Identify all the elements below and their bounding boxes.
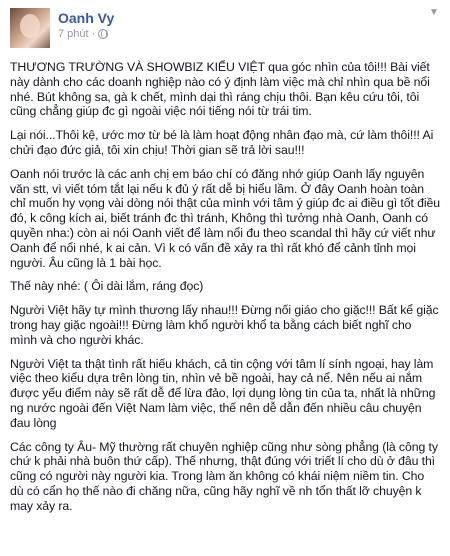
post-paragraph: Lại nói...Thôi kệ, ước mơ từ bé là làm hoạt động nhân đạo mà, cứ làm thôi!!! Ai chửi đạo đức giả, tôi xin chịu! Thời gian sẽ trả lời sau!!! bbox=[10, 128, 434, 157]
post-body bbox=[10, 60, 440, 514]
post-meta bbox=[58, 10, 114, 42]
post-time-row bbox=[58, 26, 114, 42]
post-paragraph: Các công ty Âu- Mỹ thường rất chuyên nghiệp cũng như sòng phẳng (là công ty chứ k phải nhà buôn thứ cấp). Thế nhưng, thật đúng với triết lí cho dù ở đâu thì cũng có người này người kia. Trong làm ăn không có khái niệm niềm tin. Cho dù có cẩn họ thế nào đi chăng nữa, cũng hãy nghĩ về nh tổn thất lỡ chuyện k may xảy ra. bbox=[10, 439, 438, 513]
post-time[interactable]: 7 phút · bbox=[58, 28, 96, 40]
post-header bbox=[10, 8, 440, 46]
post-paragraph: THƯƠNG TRƯỜNG VÀ SHOWBIZ KIỂU VIỆT qua góc nhìn của tôi!!! Bài viết này dành cho các doanh nghiệp nào có ý định làm việc mà chỉ nhìn qua bề nổi nhé. Bút không sa, gà k chết, mình dại thì ráng chịu thôi. Bạn kêu cứu tôi, tôi cũng chẳng giúp đc gì ngoài việc nói tiếng nói từ trái tim. bbox=[10, 60, 430, 119]
post-paragraph: Người Việt hãy tự mình thương lấy nhau!!! Đừng nối giáo cho giặc!!! Bất kể giặc trong hay giặc ngoài!!! Đừng làm khổ người khổ ta bằng cách biết nghĩ cho mình và cho người khác. bbox=[10, 303, 439, 347]
post-paragraph: Người Việt ta thật tình rất hiếu khách, cả tin cộng với tâm lí sính ngoại, hay làm việc theo kiểu dựa trên lòng tin, nhìn vẻ bề ngoài, hay cả nể. Nên nếu ai nắm được yếu điểm này sẽ rất dễ để lừa đảo, lợi dụng lòng tin của ta, nhất là những ng nước ngoài đến Việt Nam làm việc, thế nên dễ dẫn đến nhiều câu chuyện đau lòng bbox=[10, 356, 436, 430]
post-paragraph: Thế này nhé: ( Ôi dài lắm, ráng đọc) bbox=[10, 279, 204, 294]
globe-icon[interactable] bbox=[98, 29, 108, 39]
post-paragraph: Oanh nói trước là các anh chị em báo chí có đăng nhớ giúp Oanh lấy nguyên văn stt, vì viết tóm tắt lại nếu k đủ ý rất dễ bị hiểu lầm. Ở đây Oanh hoàn toàn chỉ muốn hy vọng vài dòng nói thật của mình với tâm ý giúp đc ai điều gì tốt điều đó, k công kích ai, biết tránh đc thì tránh, Không thì tưởng nhà Oanh, Oanh có quyền nha:) còn ai nói Oanh viết để làm nổi đu theo scandal thì hãy cứ viết như Oanh để nổi nhé, k ai cản. Vì k có vấn đề xảy ra thì rất khó để cảnh tỉnh mọi người. Âu cũng là 1 bài học. bbox=[10, 166, 440, 270]
avatar[interactable] bbox=[10, 8, 50, 48]
chevron-down-icon[interactable]: ▼ bbox=[429, 7, 439, 18]
author-name[interactable]: Oanh Vy bbox=[58, 10, 115, 26]
